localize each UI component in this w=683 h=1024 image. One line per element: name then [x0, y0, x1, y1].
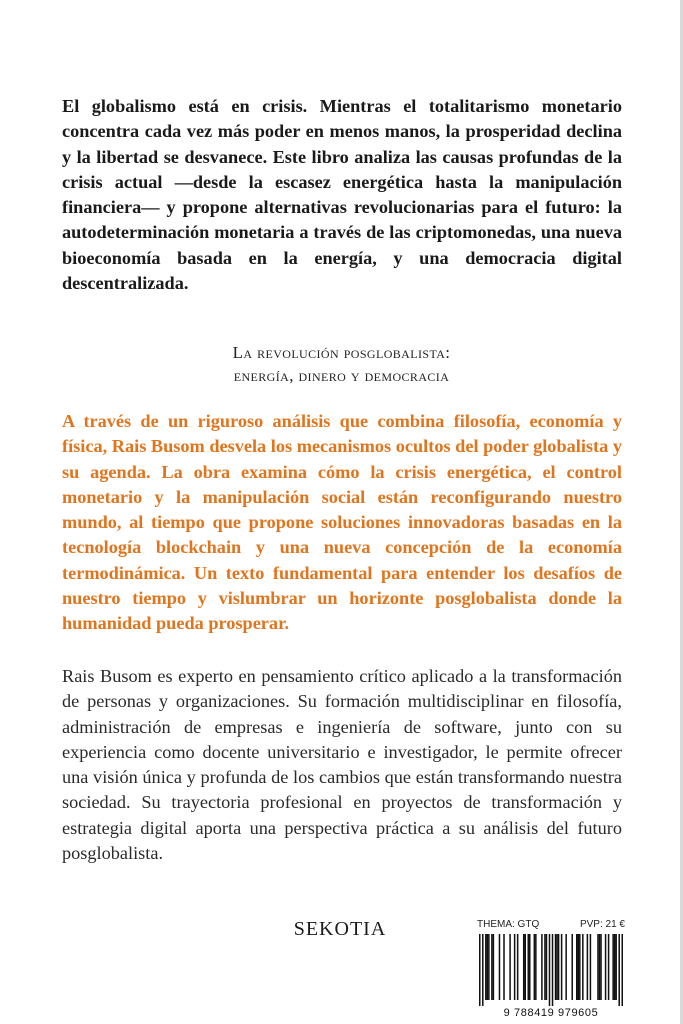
- barcode-bar: [491, 934, 493, 1000]
- barcode-bar: [482, 934, 484, 1006]
- barcode-bar: [552, 934, 554, 1006]
- barcode-bar: [621, 934, 623, 1006]
- barcode-block: [477, 918, 625, 1022]
- barcode-bar: [587, 934, 589, 1000]
- barcode-bar: [528, 934, 530, 1000]
- barcode-bar: [615, 934, 617, 1000]
- barcode-bar: [509, 934, 511, 1000]
- barcode-bar: [524, 934, 526, 1000]
- barcode-bar: [579, 934, 581, 1000]
- barcode-bar: [558, 934, 560, 1000]
- barcode-bar: [544, 934, 546, 1000]
- barcode-bar: [523, 934, 525, 1000]
- barcode-bar: [546, 934, 548, 1000]
- barcode-bar: [556, 934, 558, 1000]
- barcode-bars: [479, 934, 623, 1006]
- barcode-bar: [517, 934, 519, 1000]
- barcode-bar: [565, 934, 567, 1000]
- barcode-bar: [479, 934, 481, 1006]
- barcode-bar: [612, 934, 614, 1000]
- barcode-bar: [571, 934, 573, 1000]
- barcode-bar: [487, 934, 489, 1000]
- barcode-bar: [555, 934, 557, 1000]
- barcode-bar: [576, 934, 578, 1000]
- barcode-bar: [618, 934, 620, 1006]
- barcode-bar: [597, 934, 599, 1000]
- barcode-header: [477, 918, 625, 932]
- barcode-bar: [529, 934, 531, 1000]
- barcode-bar: [561, 934, 563, 1000]
- intro-paragraph: El globalismo está en crisis. Mientras el totalitarismo monetario concentra cada vez más poder en menos manos, la prosperidad declina y la libertad se desvanece. Este libro analiza las causas profundas de la crisis actual —desde la escasez energética hasta la manipulación financiera— y propone alternativas revolucionarias para el futuro: la autodeterminación monetaria a través de las criptomonedas, una nueva bioeconomía basada en la energía, y una democracia digital descentralizada.: [62, 96, 622, 294]
- author-bio-paragraph: Rais Busom es experto en pensamiento crítico aplicado a la transformación de personas y organizaciones. Su formación multidisciplinar en filosofía, administración de empresas e ingeniería de software, junto con su experiencia como docente universitario e investigador, le permite ofrecer una visión única y profunda de los cambios que están transformando nuestra sociedad. Su trayectoria profesional en proyectos de transformación y estrategia digital aporta una perspectiva práctica a su análisis del futuro posglobalista.: [62, 666, 622, 864]
- barcode-bar: [582, 934, 584, 1000]
- barcode-bar: [599, 934, 601, 1000]
- barcode-bar: [590, 934, 592, 1000]
- isbn-number: 9 788419 979605: [503, 1007, 599, 1019]
- barcode-bar: [534, 934, 536, 1000]
- book-title-line-2: energía, dinero y democracia: [233, 366, 450, 385]
- thema-code: THEMA: GTQ: [477, 919, 540, 930]
- barcode-bar: [600, 934, 602, 1000]
- synopsis-paragraph: A través de un riguroso análisis que combina filosofía, economía y física, Rais Busom desvela los mecanismos ocultos del poder globalista y su agenda. La obra examina cómo la crisis energética, el control monetario y la manipulación social están reconfigurando nuestro mundo, al tiempo que propone soluciones innovadoras basadas en la tecnología blockchain y una nueva concepción de la economía termodinámica. Un texto fundamental para entender los desafíos de nuestro tiempo y vislumbrar un horizonte posglobalista donde la humanidad pueda prosperar.: [62, 411, 622, 634]
- barcode-bar: [503, 934, 505, 1000]
- publisher-logo: SEKOTIA: [293, 918, 387, 940]
- barcode-bar: [535, 934, 537, 1000]
- barcode-bar: [578, 934, 580, 1000]
- barcode-bar: [485, 934, 487, 1000]
- barcode-bar: [541, 934, 543, 1000]
- barcode-bar: [549, 934, 551, 1006]
- barcode-bar: [605, 934, 607, 1000]
- barcode-bar: [614, 934, 616, 1000]
- barcode-bar: [493, 934, 495, 1000]
- barcode-bar: [488, 934, 490, 1000]
- book-title: [0, 341, 683, 387]
- barcode-bar: [514, 934, 516, 1000]
- barcode-bar: [608, 934, 610, 1000]
- barcode-bar: [499, 934, 501, 1000]
- book-title-line-1: La revolución posglobalista:: [232, 343, 451, 362]
- price-label: PVP: 21 €: [579, 919, 625, 930]
